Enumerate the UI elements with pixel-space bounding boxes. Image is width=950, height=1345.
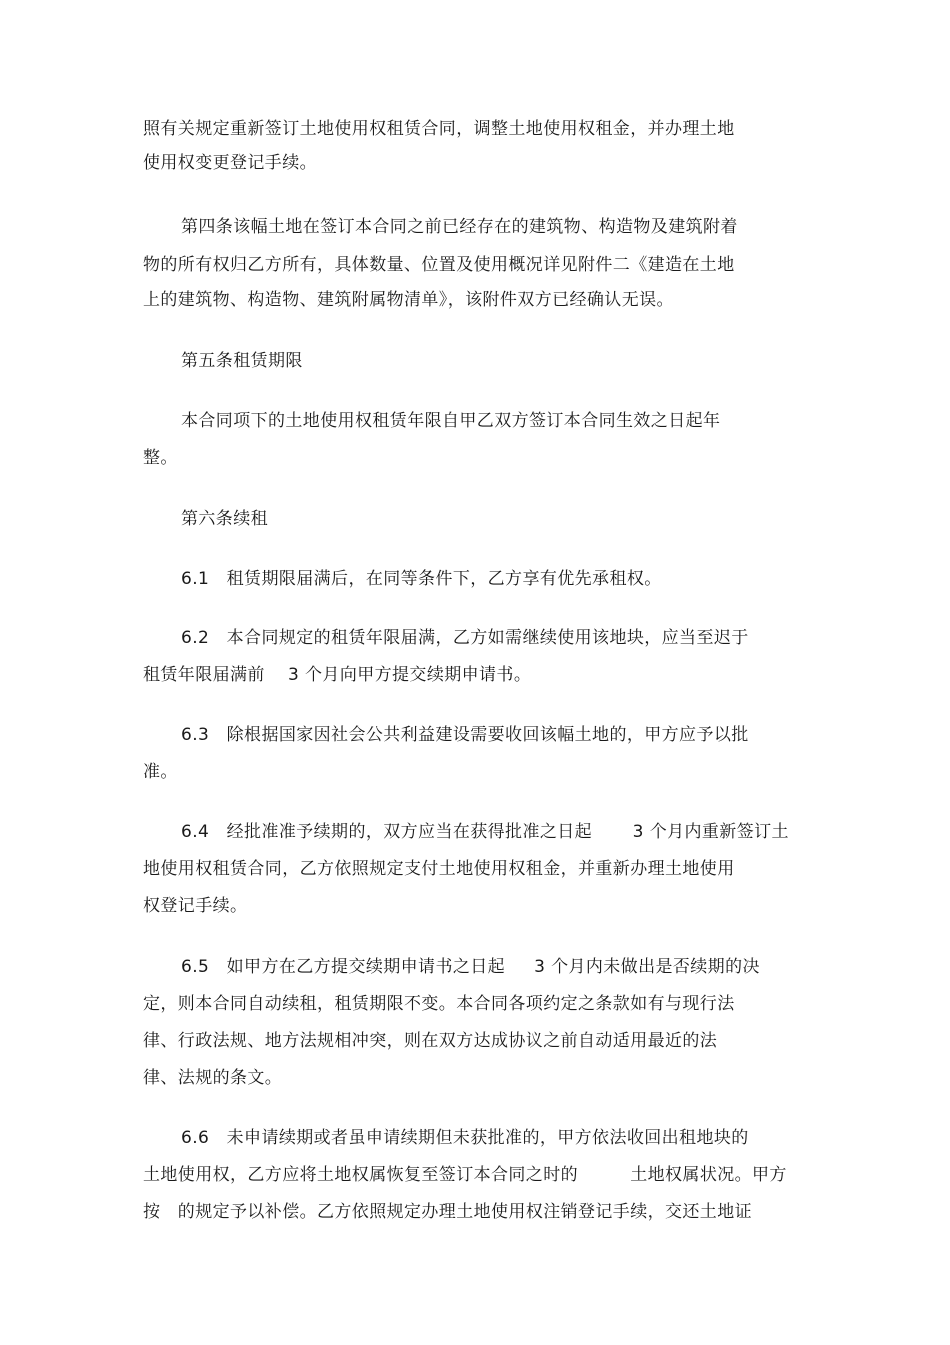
- text-line: 第四条该幅土地在签订本合同之前已经存在的建筑物、构造物及建筑附着: [181, 217, 738, 237]
- text-line: 权登记手续。: [143, 896, 248, 916]
- text-line: 物的所有权归乙方所有，具体数量、位置及使用概况详见附件二《建造在土地: [143, 255, 735, 275]
- text-line: 本合同项下的土地使用权租赁年限自甲乙双方签订本合同生效之日起年: [181, 411, 721, 431]
- section-heading: 第五条租赁期限: [181, 351, 303, 371]
- clause-line: 6.1 租赁期限届满后，在同等条件下，乙方享有优先承租权。: [181, 569, 662, 589]
- text-line: 律、法规的条文。: [143, 1068, 283, 1088]
- text-line: 照有关规定重新签订土地使用权租赁合同，调整土地使用权租金，并办理土地: [143, 119, 735, 139]
- text-line: 上的建筑物、构造物、建筑附属物清单》，该附件双方已经确认无误。: [143, 290, 674, 310]
- clause-line: 6.2 本合同规定的租赁年限届满，乙方如需继续使用该地块，应当至迟于: [181, 628, 749, 648]
- clause-line: 6.5 如甲方在乙方提交续期申请书之日起 3 个月内未做出是否续期的决: [181, 957, 760, 977]
- text-line: 租赁年限届满前 3 个月向甲方提交续期申请书。: [143, 665, 532, 685]
- text-line: 使用权变更登记手续。: [143, 153, 317, 173]
- text-line: 定，则本合同自动续租，租赁期限不变。本合同各项约定之条款如有与现行法: [143, 994, 735, 1014]
- text-line: 整。: [143, 448, 178, 468]
- section-heading: 第六条续租: [181, 509, 268, 529]
- text-line: 律、行政法规、地方法规相冲突，则在双方达成协议之前自动适用最近的法: [143, 1031, 718, 1051]
- text-line: 土地使用权，乙方应将土地权属恢复至签订本合同之时的 土地权属状况。甲方: [143, 1165, 787, 1185]
- clause-line: 6.3 除根据国家因社会公共利益建设需要收回该幅土地的，甲方应予以批: [181, 725, 749, 745]
- clause-line: 6.6 未申请续期或者虽申请续期但未获批准的，甲方依法收回出租地块的: [181, 1128, 749, 1148]
- text-line: 地使用权租赁合同，乙方依照规定支付土地使用权租金，并重新办理土地使用: [143, 859, 735, 879]
- text-line: 准。: [143, 762, 178, 782]
- text-line: 按 的规定予以补偿。乙方依照规定办理土地使用权注销登记手续，交还土地证: [143, 1202, 753, 1222]
- clause-line: 6.4 经批准准予续期的，双方应当在获得批准之日起 3 个月内重新签订土: [181, 822, 789, 842]
